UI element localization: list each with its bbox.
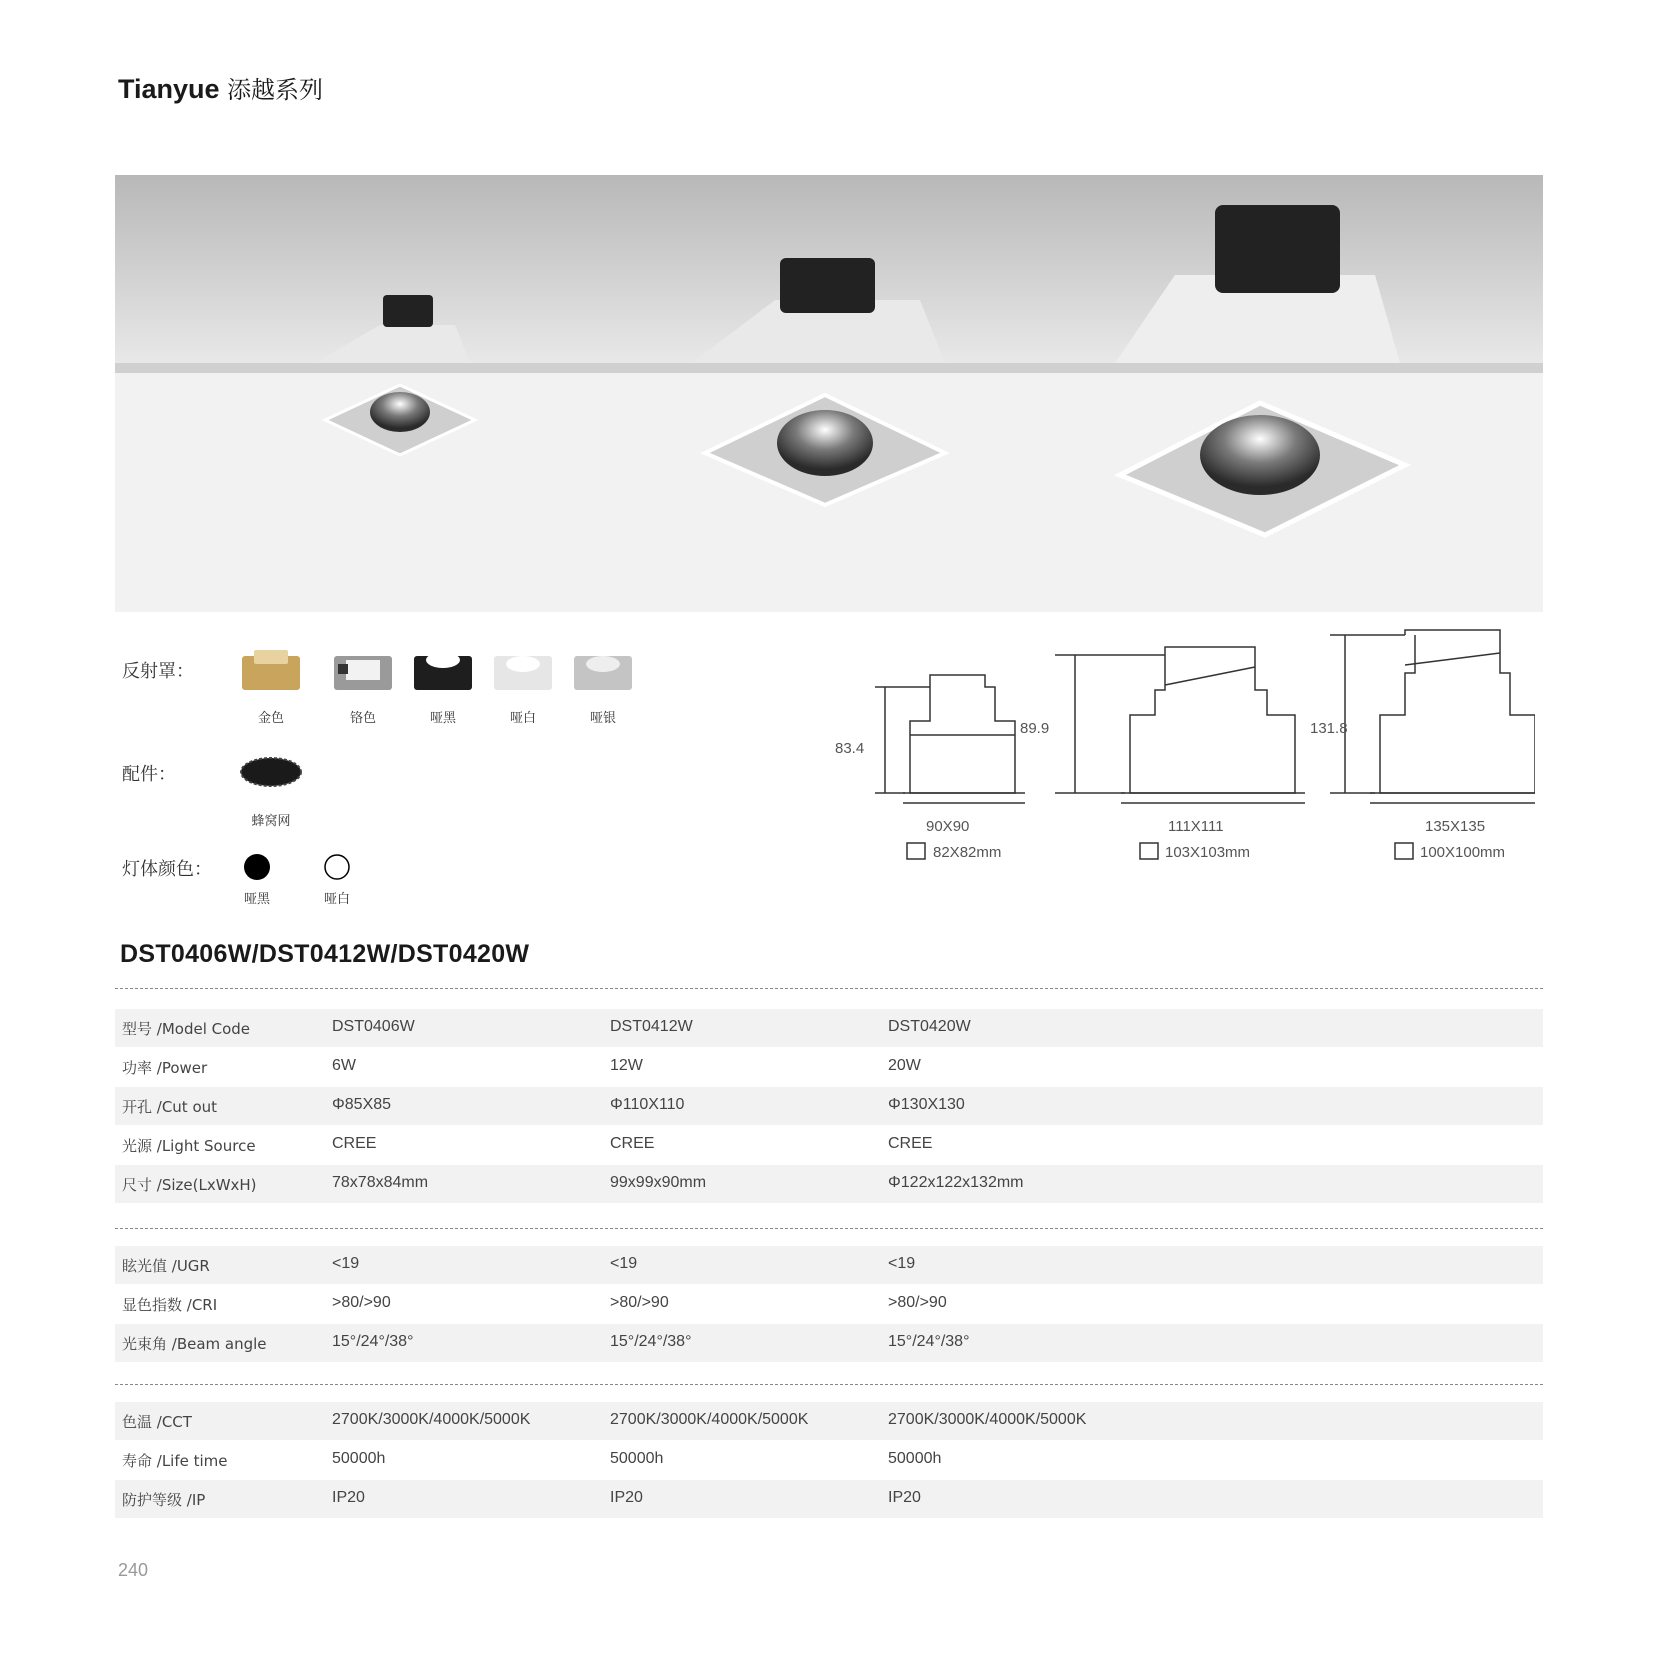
reflector-matte-white-label: 哑白 [509, 711, 536, 726]
spec-value: 20W [888, 1057, 921, 1074]
reflector-chrome-swatch [332, 650, 394, 694]
spec-label: 色温 /CCT [122, 1413, 192, 1431]
separator [115, 1384, 1543, 1385]
drawing-3-cutout: 100X100mm [1420, 844, 1506, 861]
spec-row-beam-angle [115, 1324, 1543, 1362]
honeycomb-grid-icon [240, 755, 302, 799]
spec-label: 寿命 /Life time [122, 1452, 228, 1470]
spec-row-size [115, 1165, 1543, 1203]
spec-label: 功率 /Power [122, 1059, 208, 1077]
drawing-2-size: 111X111 [1168, 818, 1224, 835]
spec-value: 6W [332, 1057, 356, 1074]
spec-value: 99x99x90mm [610, 1174, 707, 1191]
drawing-1-height: 83.4 [835, 740, 865, 757]
spec-value: >80/>90 [332, 1294, 391, 1311]
spec-value: 2700K/3000K/4000K/5000K [888, 1411, 1087, 1428]
spec-label: 型号 /Model Code [122, 1020, 251, 1038]
spec-value: IP20 [888, 1489, 921, 1506]
spec-row-ip [115, 1480, 1543, 1518]
separator [115, 988, 1543, 989]
series-name-cn: 添越系列 [227, 76, 324, 104]
spec-value: 50000h [888, 1450, 942, 1467]
reflector-gold-label: 金色 [257, 711, 284, 726]
spec-label: 尺寸 /Size(LxWxH) [122, 1176, 257, 1194]
spec-row-power [115, 1048, 1543, 1086]
spec-value: <19 [888, 1255, 916, 1272]
spec-label: 光源 /Light Source [122, 1137, 256, 1155]
cutout-icon [1395, 843, 1413, 859]
spec-value: <19 [332, 1255, 360, 1272]
spec-value: IP20 [332, 1489, 365, 1506]
drawing-medium [1055, 647, 1305, 803]
spec-label: 显色指数 /CRI [122, 1296, 218, 1314]
spec-value: DST0412W [610, 1018, 693, 1035]
reflector-matte-silver-label: 哑银 [589, 711, 616, 726]
reflector-matte-silver-swatch [572, 650, 634, 694]
body-color-white-label: 哑白 [323, 892, 350, 907]
separator [115, 1228, 1543, 1229]
reflector-gold-swatch [240, 650, 302, 694]
brand-name: Tianyue [118, 74, 220, 104]
reflector-chrome-label: 铬色 [349, 711, 376, 726]
spec-value: 15°/24°/38° [610, 1333, 692, 1350]
spec-value: <19 [610, 1255, 638, 1272]
spec-value: DST0420W [888, 1018, 971, 1035]
spec-row-model [115, 1009, 1543, 1047]
product-hero-image [115, 175, 1543, 612]
spec-value: 12W [610, 1057, 643, 1074]
spec-row-ugr [115, 1246, 1543, 1284]
spec-row-life-time [115, 1441, 1543, 1479]
spec-value: IP20 [610, 1489, 643, 1506]
body-color-black-swatch [243, 853, 271, 881]
spec-value: CREE [610, 1135, 655, 1152]
spec-label: 防护等级 /IP [122, 1491, 206, 1509]
spec-label: 眩光值 /UGR [122, 1257, 210, 1275]
model-heading: DST0406W/DST0412W/DST0420W [120, 940, 530, 968]
spec-value: >80/>90 [888, 1294, 947, 1311]
body-color-black-label: 哑黑 [243, 892, 270, 907]
spec-value: >80/>90 [610, 1294, 669, 1311]
spec-value: Φ122x122x132mm [888, 1174, 1024, 1191]
accessory-name: 蜂窝网 [251, 814, 291, 829]
spec-value: Φ85X85 [332, 1096, 392, 1113]
drawing-1-cutout: 82X82mm [933, 844, 1002, 861]
body-color-white-swatch [323, 853, 351, 881]
spec-row-cutout [115, 1087, 1543, 1125]
drawing-1-size: 90X90 [926, 818, 970, 835]
spec-label: 光束角 /Beam angle [122, 1335, 267, 1353]
spec-value: 50000h [610, 1450, 664, 1467]
drawing-2-height: 89.9 [1020, 720, 1050, 737]
spec-row-light-source [115, 1126, 1543, 1164]
spec-value: Φ130X130 [888, 1096, 965, 1113]
spec-value: 2700K/3000K/4000K/5000K [610, 1411, 809, 1428]
spec-label: 开孔 /Cut out [122, 1098, 218, 1116]
drawing-3-size: 135X135 [1425, 818, 1486, 835]
spec-value: 78x78x84mm [332, 1174, 429, 1191]
reflector-matte-white-swatch [492, 650, 554, 694]
accessory-label: 配件： [122, 764, 176, 785]
drawing-3-height: 131.8 [1310, 720, 1348, 737]
series-title [118, 70, 323, 105]
drawing-large [1330, 630, 1535, 803]
spec-row-cct [115, 1402, 1543, 1440]
drawing-small [875, 675, 1025, 803]
drawing-2-cutout: 103X103mm [1165, 844, 1251, 861]
spec-value: 50000h [332, 1450, 386, 1467]
page-number: 240 [118, 1560, 149, 1580]
spec-value: Φ110X110 [610, 1096, 685, 1113]
reflector-label: 反射罩： [122, 661, 194, 682]
spec-value: 15°/24°/38° [888, 1333, 970, 1350]
technical-drawings [835, 625, 1535, 865]
cutout-icon [1140, 843, 1158, 859]
spec-value: DST0406W [332, 1018, 415, 1035]
spec-value: CREE [888, 1135, 933, 1152]
reflector-matte-black-swatch [412, 650, 474, 694]
spec-value: 2700K/3000K/4000K/5000K [332, 1411, 531, 1428]
spec-value: 15°/24°/38° [332, 1333, 414, 1350]
spec-row-cri [115, 1285, 1543, 1323]
cutout-icon [907, 843, 925, 859]
body-color-label: 灯体颜色： [122, 859, 212, 880]
spec-value: CREE [332, 1135, 377, 1152]
reflector-matte-black-label: 哑黑 [429, 711, 456, 726]
